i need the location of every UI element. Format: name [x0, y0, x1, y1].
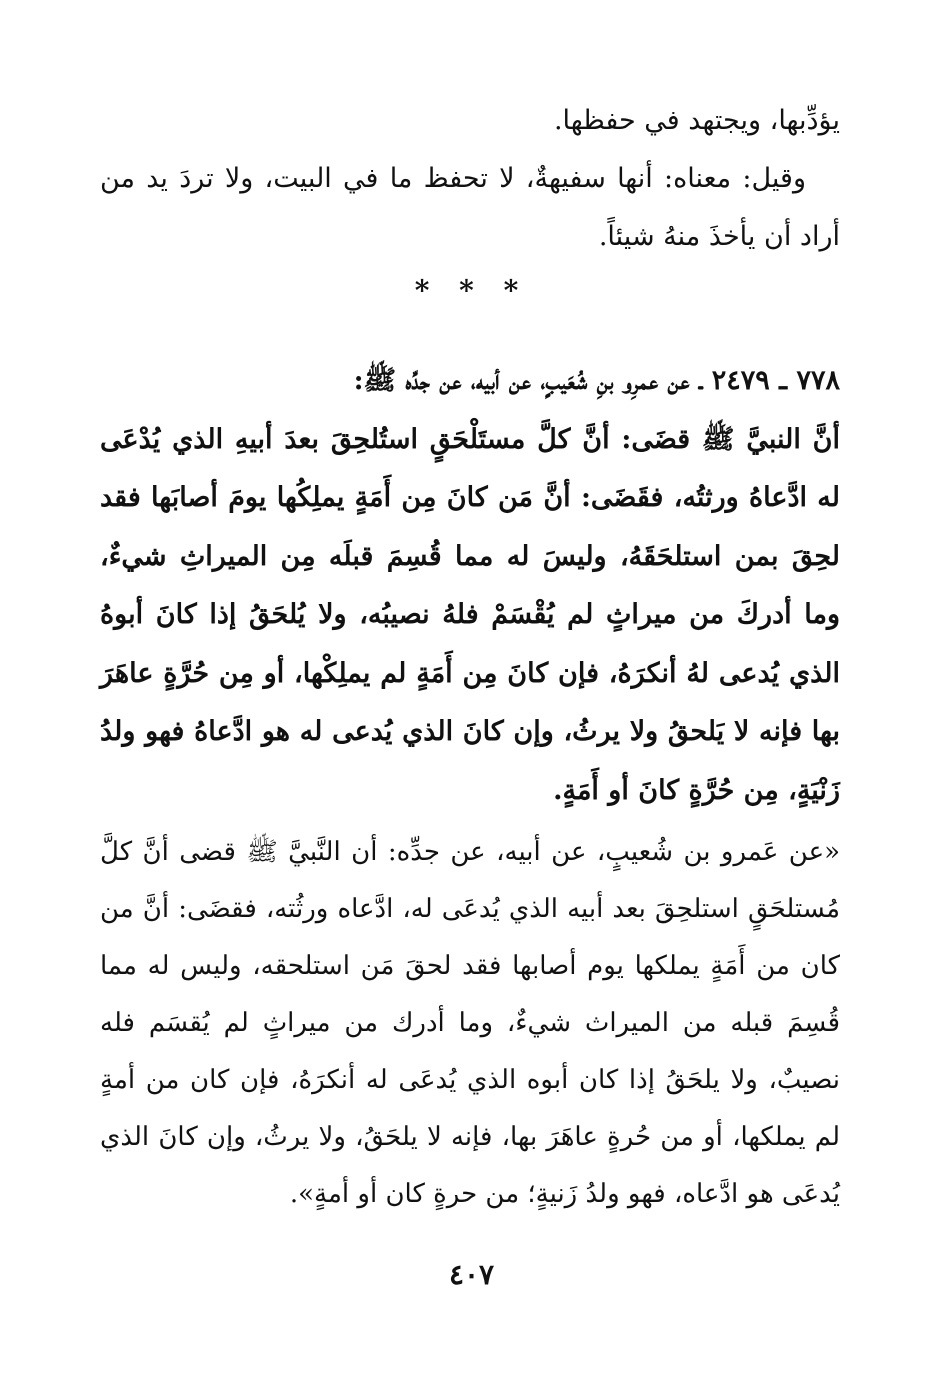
- hadith-text: [100, 352, 840, 820]
- commentary-body: «عن عَمرو بن شُعيبٍ، عن أبيه، عن جدِّه: أن النَّبيَّ ﷺ قضى أنَّ كلَّ مُستلحَقٍ استلحِقَ بعد أبيه الذي يُدعَى له، ادَّعاه ورثُته، فقضَى: أنَّ من كان من أَمَةٍ يملكها يوم أصابها فقد لحقَ مَن استلحقه، وليس له مما قُسِمَ قبله من الميراث شيءٌ، وما أدرك من ميراثٍ لم يُقسَم فله نصيبٌ، ولا يلحَقُ إذا كان أبوه الذي يُدعَى له أنكرَهُ، فإن كان من أمةٍ لم يملكها، أو من حُرةٍ عاهَرَ بها، فإنه لا يلحَقُ، ولا يرثُ، وإن كانَ الذي يُدعَى هو ادَّعاه، فهو ولدُ زَنيةٍ؛ من حرةٍ كان أو أمةٍ».: [100, 837, 841, 1209]
- hadith-body: أنَّ النبيَّ ﷺ قضَى: أنَّ كلَّ مستَلْحَقٍ استُلحِقَ بعدَ أبيهِ الذي يُدْعَى له ادَّعاهُ ورثتُه، فقَضَى: أنَّ مَن كانَ مِن أَمَةٍ يملِكُها يومَ أصابَها فقد لحِقَ بمن استلحَقَهُ، وليسَ له مما قُسِمَ قبلَه مِن الميراثِ شيءٌ، وما أدركَ من ميراثٍ لم يُقْسَمْ فلهُ نصيبُه، ولا يُلحَقُ إذا كانَ أبوهُ الذي يُدعى لهُ أنكرَهُ، فإن كانَ مِن أَمَةٍ لم يملِكْها، أو مِن حُرَّةٍ عاهَرَ بها فإنه لا يَلحقُ ولا يرثُ، وإن كانَ الذي يُدعى له هو ادَّعاهُ فهو ولدُ زَنْيَةٍ، مِن حُرَّةٍ كانَ أو أَمَةٍ.: [100, 423, 840, 806]
- hadith-chain: عن عمرِو بنِ شُعَيبٍ، عن أبيه، عن جدِّه ﷺ:: [353, 365, 690, 396]
- commentary-text: [100, 824, 840, 1223]
- intro-line: يؤدِّبها، ويجتهد في حفظها.: [553, 105, 840, 136]
- hadith-number: ٧٧٨ ـ ٢٤٧٩ ـ: [698, 365, 840, 396]
- hadith-heading: [100, 352, 840, 411]
- intro-text: [100, 92, 840, 266]
- section-separator: * * *: [414, 274, 529, 307]
- intro-paragraph: وقيل: معناه: أنها سفيهةٌ، لا تحفظ ما في البيت، ولا تردَ يد من أراد أن يأخذَ منهُ شيئاً.: [100, 163, 840, 252]
- page-number: ٤٠٧: [448, 1258, 495, 1291]
